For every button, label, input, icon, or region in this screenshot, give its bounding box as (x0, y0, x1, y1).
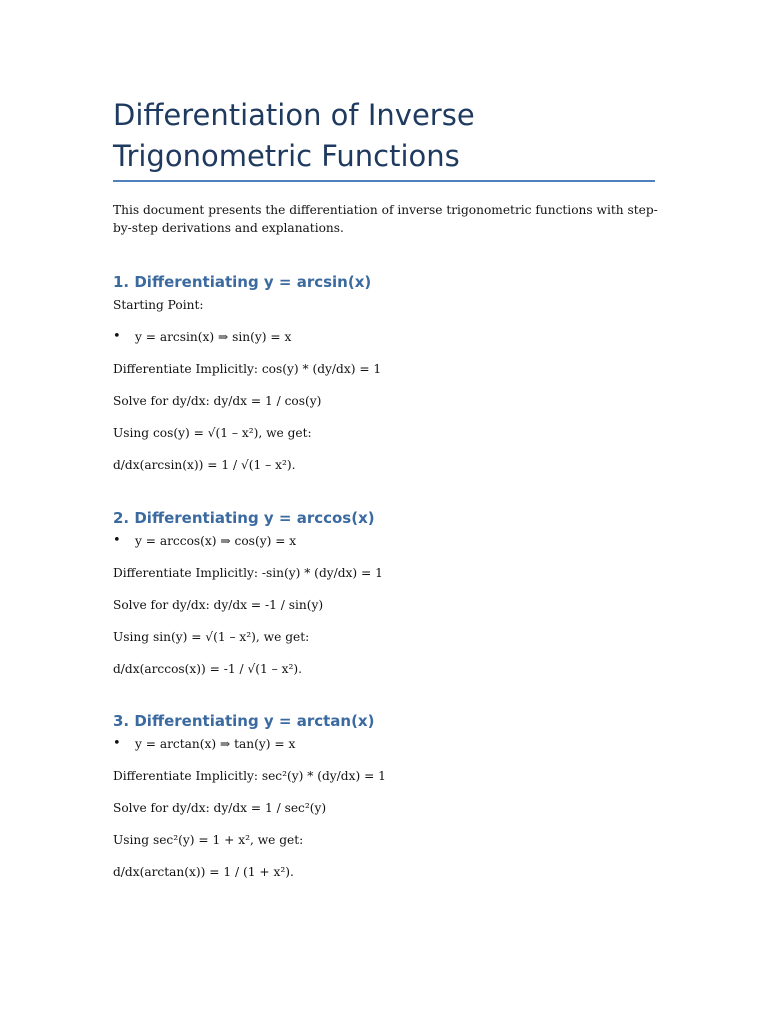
section-2-implicit: Differentiate Implicitly: -sin(y) * (dy/dx) = 1 (113, 566, 383, 580)
section-3-result: d/dx(arctan(x)) = 1 / (1 + x²). (113, 865, 294, 879)
bullet-icon: • (113, 329, 121, 344)
section-1-implicit: Differentiate Implicitly: cos(y) * (dy/dx) = 1 (113, 362, 382, 376)
section-2-heading: 2. Differentiating y = arccos(x) (113, 509, 375, 527)
section-2-result: d/dx(arccos(x)) = -1 / √(1 – x²). (113, 662, 303, 676)
section-1-starting-point: Starting Point: (113, 298, 204, 312)
section-3-solve: Solve for dy/dx: dy/dx = 1 / sec²(y) (113, 801, 327, 815)
section-3-implicit: Differentiate Implicitly: sec²(y) * (dy/dx) = 1 (113, 769, 386, 783)
section-2-bullet-text: y = arccos(x) ⇒ cos(y) = x (135, 534, 297, 548)
section-1-using: Using cos(y) = √(1 – x²), we get: (113, 426, 312, 440)
section-1-bullet-text: y = arcsin(x) ⇒ sin(y) = x (135, 330, 292, 344)
section-3-heading: 3. Differentiating y = arctan(x) (113, 712, 375, 730)
section-2-using: Using sin(y) = √(1 – x²), we get: (113, 630, 310, 644)
section-1-heading: 1. Differentiating y = arcsin(x) (113, 273, 372, 291)
title-divider (113, 180, 655, 182)
document-title: Differentiation of Inverse Trigonometric Functions (113, 98, 475, 173)
section-3-bullet-text: y = arctan(x) ⇒ tan(y) = x (135, 737, 296, 751)
bullet-icon: • (113, 533, 121, 548)
section-1-solve: Solve for dy/dx: dy/dx = 1 / cos(y) (113, 394, 322, 408)
section-3-using: Using sec²(y) = 1 + x², we get: (113, 833, 304, 847)
intro-paragraph: This document presents the differentiation of inverse trigonometric functions with step-by-step derivations and explanations. (113, 203, 658, 235)
section-1-result: d/dx(arcsin(x)) = 1 / √(1 – x²). (113, 458, 296, 472)
bullet-icon: • (113, 736, 121, 751)
section-2-solve: Solve for dy/dx: dy/dx = -1 / sin(y) (113, 598, 324, 612)
